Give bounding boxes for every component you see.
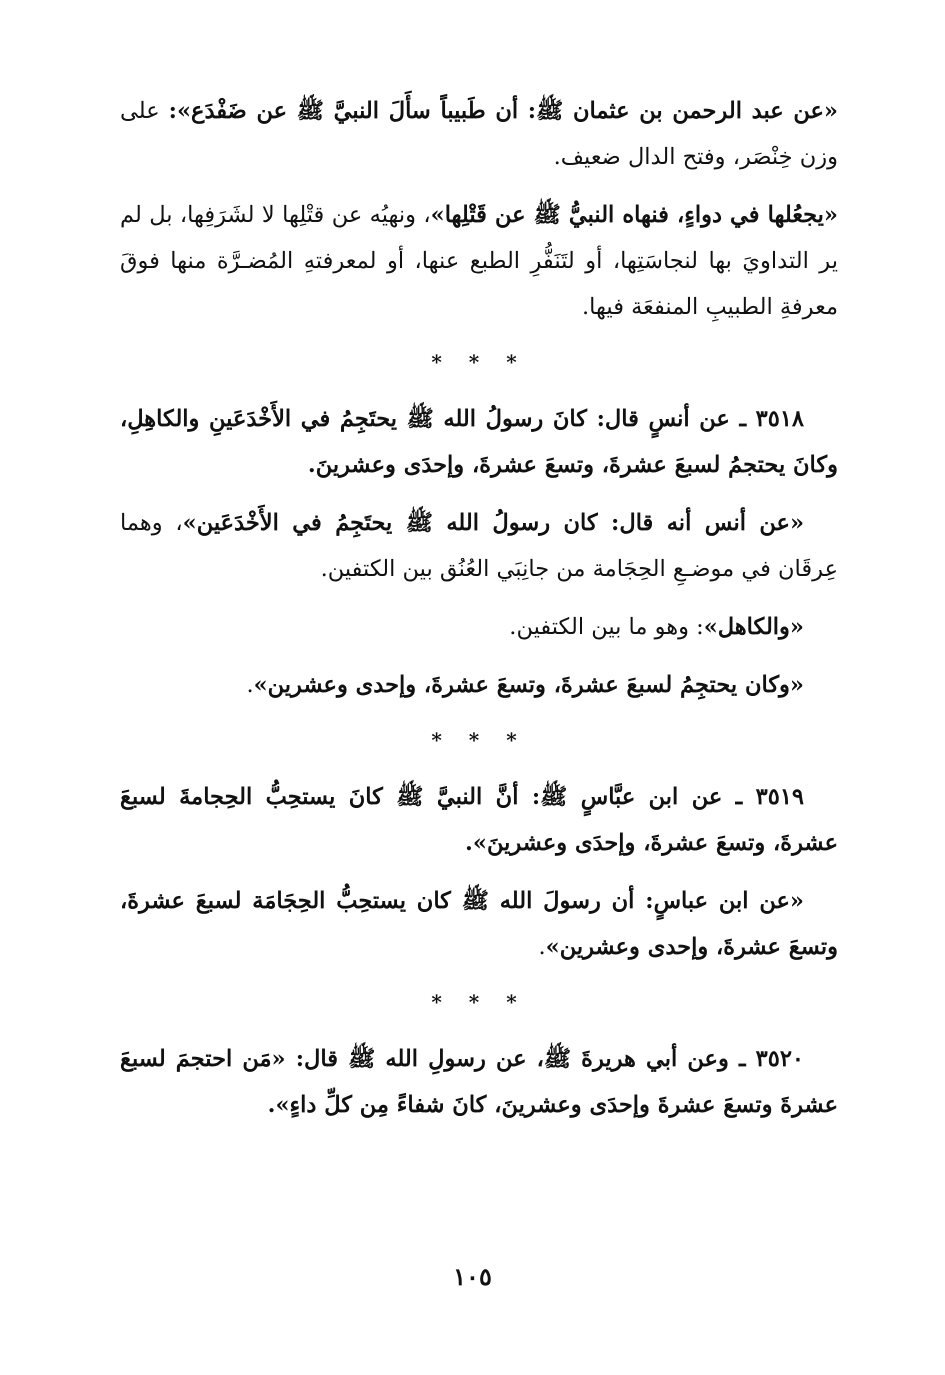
hadith-3518 xyxy=(120,396,838,488)
hadith-text: ٣٥١٨ ـ عن أنسٍ قال: كانَ رسولُ الله ﷺ يحتَجِمُ في الأَخْدَعَينِ والكاهِلِ، وكانَ يحتجمُ لسبعَ عشرةَ، وتسعَ عشرةَ، وإحدَى وعشرينَ. xyxy=(120,406,838,478)
commentary-text: : وهو ما بين الكتفين. xyxy=(509,614,704,640)
commentary-paragraph-3 xyxy=(120,500,838,592)
quoted-text: «عن ابن عباسٍ: أن رسولَ الله ﷺ كان يستحِبُّ الحِجَامَة لسبعَ عشرةَ، وتسعَ عشرةَ، وإحدى وعشرين» xyxy=(120,888,838,960)
hadith-text: ٣٥٢٠ ـ وعن أبي هريرةَ ﷺ، عن رسولِ الله ﷺ قال: «مَن احتجمَ لسبعَ عشرةَ وتسعَ عشرةَ وإحدَى وعشرينَ، كانَ شفاءً مِن كلِّ داءٍ». xyxy=(120,1046,838,1118)
quoted-text: «عن عبد الرحمن بن عثمان ﷺ: أن طَبيباً سأَلَ النبيَّ ﷺ عن ضَفْدَع»: xyxy=(168,98,838,124)
commentary-paragraph-6 xyxy=(120,878,838,970)
section-separator: * * * xyxy=(431,350,527,374)
page-body xyxy=(120,88,838,1140)
commentary-paragraph-1 xyxy=(120,88,838,180)
hadith-text: ٣٥١٩ ـ عن ابن عبَّاسٍ ﷺ: أنَّ النبيَّ ﷺ كانَ يستحِبُّ الحِجامةَ لسبعَ عشرةَ، وتسعَ عشرةَ، وإحدَى وعشرينَ». xyxy=(120,784,838,856)
quoted-text: «وكان يحتجِمُ لسبعَ عشرةَ، وتسعَ عشرةَ، وإحدى وعشرين» xyxy=(253,672,804,698)
section-separator: * * * xyxy=(431,990,527,1014)
commentary-paragraph-5 xyxy=(120,662,838,708)
commentary-text: . xyxy=(246,672,254,698)
commentary-text: ، ونهيُه عن قتْلِها لا لشَرَفِها، بل لم ير التداويَ بها لنجاسَتِها، أو لتَنَفُّرِ الطبع عنها، أو لمعرفتهِ المُضـرَّة منها فوقَ معرفةِ الطبيبِ المنفعَة فيها. xyxy=(120,202,838,320)
quoted-text: «والكاهل» xyxy=(703,614,804,640)
commentary-text: . xyxy=(538,934,546,960)
commentary-text: ، وهما عِرقَان في موضـعِ الحِجَامة من جانِبَي العُنُق بين الكتفين. xyxy=(120,510,838,582)
commentary-paragraph-2 xyxy=(120,192,838,330)
quoted-text: «عن أنس أنه قال: كان رسولُ الله ﷺ يحتَجِمُ في الأَخْدَعَين» xyxy=(182,510,805,536)
section-separator: * * * xyxy=(431,728,527,752)
quoted-text: «يجعُلها في دواءٍ، فنهاه النبيُّ ﷺ عن قَتْلِها» xyxy=(430,202,838,228)
hadith-3519 xyxy=(120,774,838,866)
page-number: ١٠٥ xyxy=(453,1262,492,1291)
commentary-text: على وزن خِنْصَر، وفتح الدال ضعيف. xyxy=(120,98,838,170)
hadith-3520 xyxy=(120,1036,838,1128)
commentary-paragraph-4 xyxy=(120,604,838,650)
